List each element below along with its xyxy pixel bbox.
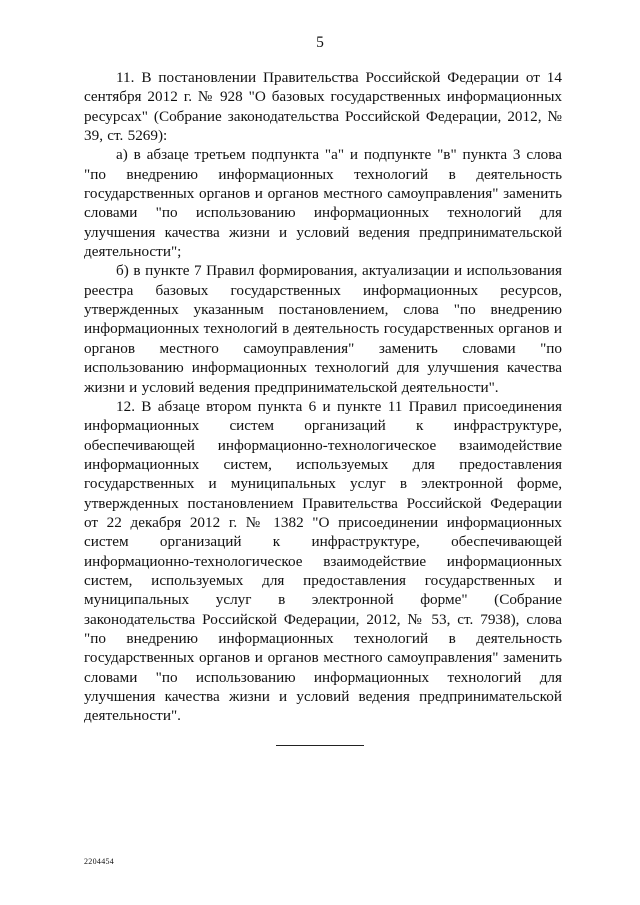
paragraph-12: 12. В абзаце втором пункта 6 и пункте 11 Правил присоединения информационных систем организаций к инфраструктуре, обеспечивающей информационно-технологическое взаимодействие информационных систем, используемых для предоставления государственных и муниципальных услуг в электронной форме, утвержденных постановлением Правительства Российской Федерации от 22 декабря 2012 г. № 1382 "О присоединении информационных систем организаций к инфраструктуре, обеспечивающей информационно-технологическое взаимодействие информационных систем, используемых для предоставления государственных и муниципальных услуг в электронной форме" (Собрание законодательства Российской Федерации, 2012, № 53, ст. 7938), слова "по внедрению информационных технологий в деятельность государственных органов и органов местного самоуправления" заменить словами "по использованию информационных технологий для улучшения качества жизни и условий ведения предпринимательской деятельности". [84, 397, 562, 725]
end-of-text-rule [276, 745, 364, 746]
document-id: 2204454 [84, 857, 115, 866]
paragraph-11-b: б) в пункте 7 Правил формирования, актуализации и использования реестра базовых государственных информационных ресурсов, утвержденных указанным постановлением, слова "по внедрению информационных технологий в деятельность государственных органов и органов местного самоуправления" заменить словами "по использованию информационных технологий для улучшения качества жизни и условий ведения предпринимательской деятельности". [84, 262, 562, 396]
document-body [84, 68, 562, 726]
paragraph-11: 11. В постановлении Правительства Российской Федерации от 14 сентября 2012 г. № 928 "О базовых государственных информационных ресурсах" (Собрание законодательства Российской Федерации, 2012, № 39, ст. 5269): [84, 69, 562, 145]
paragraph-11-a: а) в абзаце третьем подпункта "а" и подпункте "в" пункта 3 слова "по внедрению информационных технологий в деятельность государственных органов и органов местного самоуправления" заменить словами "по использованию информационных технологий для улучшения качества жизни и условий ведения предпринимательской деятельности"; [84, 146, 562, 261]
page-number: 5 [316, 34, 324, 51]
